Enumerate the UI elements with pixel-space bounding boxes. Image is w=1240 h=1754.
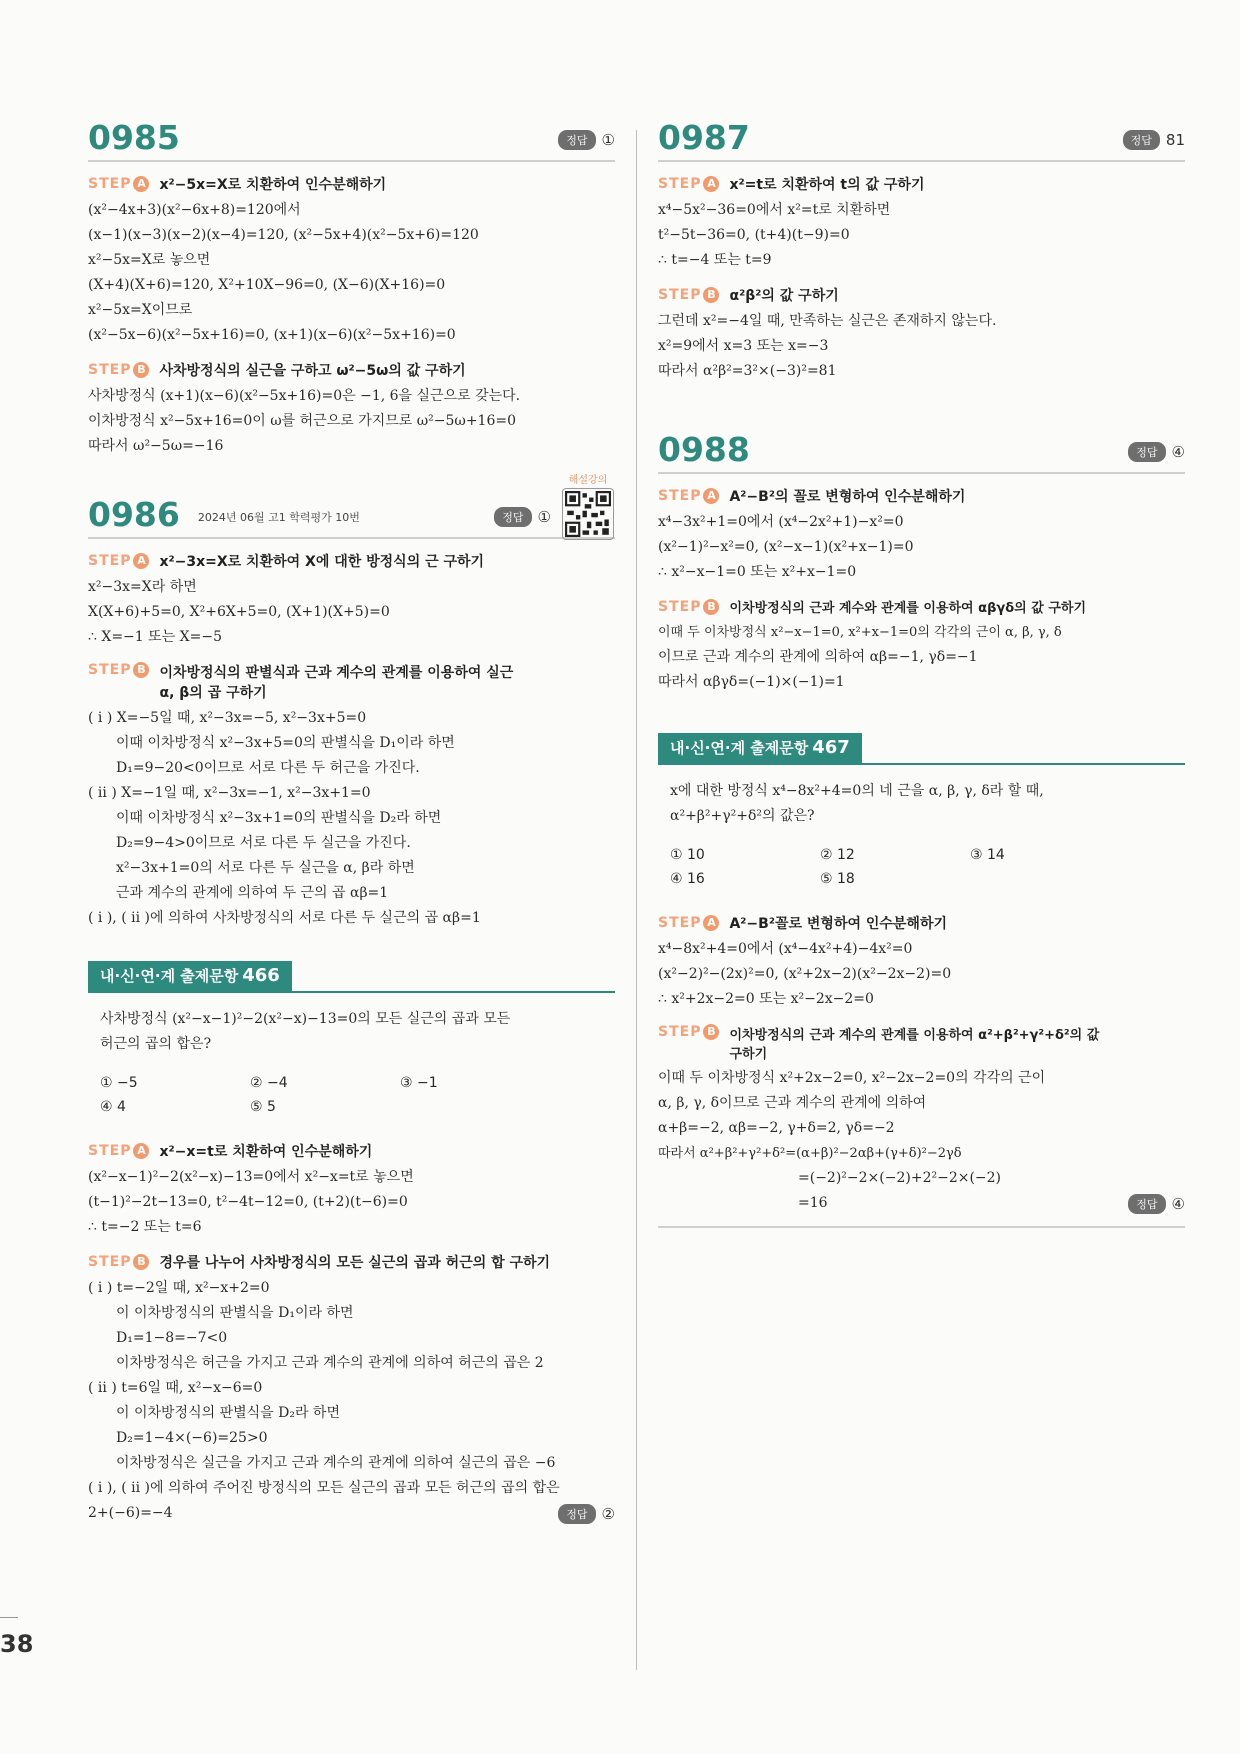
case-line: 이 이차방정식의 판별식을 D₂라 하면 bbox=[116, 1405, 340, 1421]
step-letter: A bbox=[133, 176, 149, 192]
question-line: 사차방정식 (x²−x−1)²−2(x²−x)−13=0의 모든 실근의 곱과 모든 bbox=[100, 1011, 511, 1027]
step-title: x²−x=t로 치환하여 인수분해하기 bbox=[159, 1144, 373, 1160]
step-title: 경우를 나누어 사차방정식의 모든 실근의 곱과 허근의 합 구하기 bbox=[159, 1255, 551, 1271]
step-b-header bbox=[658, 285, 1185, 305]
connected-problem-466 bbox=[88, 961, 615, 1526]
solution-line: x²=9에서 x=3 또는 x=−3 bbox=[658, 338, 829, 354]
problem-number: 0986 bbox=[88, 495, 180, 534]
solution-line: 따라서 ω²−5ω=−16 bbox=[88, 438, 224, 454]
step-a-header bbox=[658, 174, 1185, 194]
conclusion-line: ( i ), ( ii )에 의하여 사차방정식의 서로 다른 두 실근의 곱 αβ=1 bbox=[88, 910, 481, 926]
connected-problem-label bbox=[88, 961, 292, 991]
step-letter: A bbox=[703, 915, 719, 931]
problem-header bbox=[658, 120, 1185, 162]
choice-4[interactable]: ④ 16 bbox=[670, 871, 705, 887]
connected-problem-banner bbox=[658, 733, 1185, 765]
step-b-header bbox=[658, 1024, 1185, 1062]
solution-line: (x²−2)²−(2x)²=0, (x²+2x−2)(x²−2x−2)=0 bbox=[658, 966, 952, 982]
answer-value: ④ bbox=[1171, 443, 1185, 461]
problem-header bbox=[88, 120, 615, 162]
question-line: x에 대한 방정식 x⁴−8x²+4=0의 네 근을 α, β, γ, δ라 할 때, bbox=[670, 783, 1044, 799]
solution-line: (x²−4x+3)(x²−6x+8)=120에서 bbox=[88, 202, 301, 218]
solution-line: x⁴−8x²+4=0에서 (x⁴−4x²+4)−4x²=0 bbox=[658, 941, 913, 957]
qr-label: 해설강의 bbox=[568, 475, 608, 486]
step-a-header bbox=[88, 174, 615, 194]
solution-line: ∴ t=−4 또는 t=9 bbox=[658, 252, 772, 268]
answer-value: ① bbox=[537, 508, 551, 526]
step-b-header bbox=[88, 662, 615, 702]
step-title: x²=t로 치환하여 t의 값 구하기 bbox=[729, 177, 925, 193]
step-title-line: 구하기 bbox=[729, 1047, 768, 1062]
choice-4[interactable]: ④ 4 bbox=[100, 1099, 126, 1115]
step-title: x²−5x=X로 치환하여 인수분해하기 bbox=[159, 177, 387, 193]
solution-line: ∴ t=−2 또는 t=6 bbox=[88, 1219, 202, 1235]
qr-code-icon[interactable] bbox=[562, 488, 614, 540]
answer-indicator bbox=[1128, 1194, 1185, 1214]
step-letter: B bbox=[703, 287, 719, 303]
right-column bbox=[658, 120, 1185, 1228]
solution-line: 이때 두 이차방정식 x²+2x−2=0, x²−2x−2=0의 각각의 근이 bbox=[658, 1070, 1046, 1086]
connected-problem-467 bbox=[658, 733, 1185, 1228]
problem-source: 2024년 06월 고1 학력평가 10번 bbox=[197, 511, 360, 524]
step-title-line: 이차방정식의 근과 계수의 관계를 이용하여 α²+β²+γ²+δ²의 값 bbox=[729, 1028, 1100, 1043]
question-line: α²+β²+γ²+δ²의 값은? bbox=[670, 808, 815, 824]
step-letter: A bbox=[703, 488, 719, 504]
case-line: 근과 계수의 관계에 의하여 두 근의 곱 αβ=1 bbox=[116, 885, 389, 901]
solution-line: x²−5x=X로 놓으면 bbox=[88, 252, 211, 268]
solution-line: x²−5x=X이므로 bbox=[88, 302, 193, 318]
answer-badge: 정답 bbox=[558, 1504, 595, 1524]
solution-line: ∴ x²+2x−2=0 또는 x²−2x−2=0 bbox=[658, 991, 874, 1007]
problem-0988 bbox=[658, 432, 1185, 695]
case-line: D₁=9−20<0이므로 서로 다른 두 허근을 가진다. bbox=[116, 760, 420, 776]
solution-line: (x²−5x−6)(x²−5x+16)=0, (x+1)(x−6)(x²−5x+16)=0 bbox=[88, 327, 456, 343]
answer-badge: 정답 bbox=[1128, 1194, 1165, 1214]
answer-value: ④ bbox=[1171, 1194, 1185, 1213]
solution-line: ∴ X=−1 또는 X=−5 bbox=[88, 629, 222, 645]
problem-header bbox=[88, 475, 615, 539]
step-letter: B bbox=[703, 1024, 719, 1040]
choice-5[interactable]: ⑤ 5 bbox=[250, 1099, 276, 1115]
step-tag: STEP bbox=[658, 1024, 702, 1040]
step-b-header bbox=[88, 360, 615, 380]
answer-badge: 정답 bbox=[494, 507, 531, 527]
solution-line: 이므로 근과 계수의 관계에 의하여 αβ=−1, γδ=−1 bbox=[658, 649, 978, 665]
step-tag: STEP bbox=[88, 1143, 132, 1159]
solution-line: 이때 두 이차방정식 x²−x−1=0, x²+x−1=0의 각각의 근이 α, β, γ, δ bbox=[658, 625, 1062, 640]
column-divider bbox=[636, 130, 637, 1670]
step-letter: B bbox=[133, 1254, 149, 1270]
problem-0985 bbox=[88, 120, 615, 459]
choice-3[interactable]: ③ −1 bbox=[400, 1075, 438, 1091]
answer-indicator bbox=[1123, 130, 1185, 150]
solution-line: 따라서 α²+β²+γ²+δ²=(α+β)²−2αβ+(γ+δ)²−2γδ bbox=[658, 1146, 962, 1161]
step-title: A²−B²꼴로 변형하여 인수분해하기 bbox=[729, 916, 948, 932]
choice-2[interactable]: ② 12 bbox=[820, 847, 855, 863]
choices bbox=[658, 843, 1185, 891]
step-title: 이차방정식의 근과 계수와 관계를 이용하여 αβγδ의 값 구하기 bbox=[729, 601, 1087, 616]
step-letter: B bbox=[703, 599, 719, 615]
solution-line: 이차방정식 x²−5x+16=0이 ω를 허근으로 가지므로 ω²−5ω+16=0 bbox=[88, 413, 517, 429]
step-title: 사차방정식의 실근을 구하고 ω²−5ω의 값 구하기 bbox=[159, 363, 466, 379]
answer-value: 81 bbox=[1165, 131, 1185, 149]
answer-value: ① bbox=[601, 131, 615, 149]
choices bbox=[88, 1071, 615, 1119]
problem-number: 0985 bbox=[88, 118, 180, 157]
step-a-header bbox=[658, 913, 1185, 933]
page-number: 38 bbox=[0, 1630, 34, 1658]
step-letter: A bbox=[133, 553, 149, 569]
solution-line: (X+4)(X+6)=120, X²+10X−96=0, (X−6)(X+16)=0 bbox=[88, 277, 446, 293]
step-tag: STEP bbox=[88, 362, 132, 378]
section-end-rule bbox=[658, 1226, 1185, 1228]
step-tag: STEP bbox=[88, 1254, 132, 1270]
case-line: D₁=1−8=−7<0 bbox=[116, 1330, 228, 1346]
step-letter: B bbox=[133, 362, 149, 378]
step-tag: STEP bbox=[658, 176, 702, 192]
step-b-header bbox=[658, 597, 1185, 616]
solution-line: t²−5t−36=0, (t+4)(t−9)=0 bbox=[658, 227, 850, 243]
step-title bbox=[729, 1024, 1099, 1062]
case-line: D₂=1−4×(−6)=25>0 bbox=[116, 1430, 268, 1446]
case-line: x²−3x+1=0의 서로 다른 두 실근을 α, β라 하면 bbox=[116, 860, 415, 876]
step-title: x²−3x=X로 치환하여 X에 대한 방정식의 근 구하기 bbox=[159, 554, 485, 570]
solution-line: x²−3x=X라 하면 bbox=[88, 579, 197, 595]
answer-indicator bbox=[494, 507, 551, 527]
step-letter: A bbox=[703, 176, 719, 192]
case-line: ( ii ) t=6일 때, x²−x−6=0 bbox=[88, 1380, 263, 1396]
solution-line: (x²−x−1)²−2(x²−x)−13=0에서 x²−x=t로 놓으면 bbox=[88, 1169, 414, 1185]
choice-1[interactable]: ① −5 bbox=[100, 1075, 138, 1091]
case-line: ( i ) t=−2일 때, x²−x+2=0 bbox=[88, 1280, 270, 1296]
solution-line: =(−2)²−2×(−2)+2²−2×(−2) bbox=[798, 1170, 1002, 1186]
solution-line: 따라서 αβγδ=(−1)×(−1)=1 bbox=[658, 674, 845, 690]
problem-number: 0988 bbox=[658, 430, 750, 469]
problem-0987 bbox=[658, 120, 1185, 384]
step-title-line: α, β의 곱 구하기 bbox=[159, 685, 267, 701]
step-tag: STEP bbox=[88, 662, 132, 678]
question bbox=[658, 765, 1185, 833]
problem-header bbox=[658, 432, 1185, 474]
solution-line: =16 bbox=[798, 1195, 828, 1211]
conclusion-line: 2+(−6)=−4 bbox=[88, 1505, 173, 1521]
problem-0986 bbox=[88, 475, 615, 931]
answer-indicator bbox=[1128, 442, 1185, 462]
connected-problem-banner bbox=[88, 961, 615, 993]
step-tag: STEP bbox=[88, 553, 132, 569]
choice-2[interactable]: ② −4 bbox=[250, 1075, 288, 1091]
answer-badge: 정답 bbox=[1128, 442, 1165, 462]
step-letter: B bbox=[133, 662, 149, 678]
solution-line: ∴ x²−x−1=0 또는 x²+x−1=0 bbox=[658, 564, 857, 580]
case-line: D₂=9−4>0이므로 서로 다른 두 실근을 가진다. bbox=[116, 835, 411, 851]
banner-number: 466 bbox=[242, 965, 280, 986]
connected-problem-label bbox=[658, 733, 862, 763]
solution-line: x⁴−5x²−36=0에서 x²=t로 치환하면 bbox=[658, 202, 891, 218]
solution-line: (x−1)(x−3)(x−2)(x−4)=120, (x²−5x+4)(x²−5x+6)=120 bbox=[88, 227, 479, 243]
case-line: 이 이차방정식의 판별식을 D₁이라 하면 bbox=[116, 1305, 354, 1321]
solution-line: 사차방정식 (x+1)(x−6)(x²−5x+16)=0은 −1, 6을 실근으로 갖는다. bbox=[88, 388, 521, 404]
step-tag: STEP bbox=[658, 287, 702, 303]
case-line: 이차방정식은 허근을 가지고 근과 계수의 관계에 의하여 허근의 곱은 2 bbox=[116, 1355, 544, 1371]
solution-line: x⁴−3x²+1=0에서 (x⁴−2x²+1)−x²=0 bbox=[658, 514, 904, 530]
answer-badge: 정답 bbox=[558, 130, 595, 150]
step-title: A²−B²의 꼴로 변형하여 인수분해하기 bbox=[729, 489, 966, 505]
answer-indicator bbox=[558, 130, 615, 150]
choice-3[interactable]: ③ 14 bbox=[970, 847, 1005, 863]
step-tag: STEP bbox=[658, 598, 702, 615]
lecture-qr[interactable] bbox=[561, 471, 615, 540]
step-letter: A bbox=[133, 1143, 149, 1159]
case-line: ( i ) X=−5일 때, x²−3x=−5, x²−3x+5=0 bbox=[88, 710, 367, 726]
page-edge-rule bbox=[0, 1617, 18, 1618]
case-line: ( ii ) X=−1일 때, x²−3x=−1, x²−3x+1=0 bbox=[88, 785, 371, 801]
step-a-header bbox=[88, 551, 615, 571]
answer-badge: 정답 bbox=[1123, 130, 1160, 150]
answer-value: ② bbox=[601, 1504, 615, 1523]
banner-text: 내·신·연·계 출제문항 bbox=[100, 967, 239, 985]
case-line: 이차방정식은 실근을 가지고 근과 계수의 관계에 의하여 실근의 곱은 −6 bbox=[116, 1455, 556, 1471]
step-a-header bbox=[658, 486, 1185, 506]
case-line: 이때 이차방정식 x²−3x+1=0의 판별식을 D₂라 하면 bbox=[116, 810, 442, 826]
solution-line: α, β, γ, δ이므로 근과 계수의 관계에 의하여 bbox=[658, 1095, 927, 1111]
step-b-header bbox=[88, 1252, 615, 1272]
step-tag: STEP bbox=[658, 488, 702, 504]
banner-number: 467 bbox=[812, 737, 850, 758]
step-tag: STEP bbox=[658, 915, 702, 931]
answer-indicator bbox=[558, 1504, 615, 1524]
step-title: α²β²의 값 구하기 bbox=[729, 288, 839, 304]
choice-5[interactable]: ⑤ 18 bbox=[820, 871, 855, 887]
solution-line: (t−1)²−2t−13=0, t²−4t−12=0, (t+2)(t−6)=0 bbox=[88, 1194, 408, 1210]
solution-line: α+β=−2, αβ=−2, γ+δ=2, γδ=−2 bbox=[658, 1120, 895, 1136]
problem-number: 0987 bbox=[658, 118, 750, 157]
step-title bbox=[159, 662, 513, 702]
left-column bbox=[88, 120, 615, 1526]
step-a-header bbox=[88, 1141, 615, 1161]
case-line: 이때 이차방정식 x²−3x+5=0의 판별식을 D₁이라 하면 bbox=[116, 735, 455, 751]
solution-line: 그런데 x²=−4일 때, 만족하는 실근은 존재하지 않는다. bbox=[658, 313, 997, 329]
question bbox=[88, 993, 615, 1061]
step-tag: STEP bbox=[88, 176, 132, 192]
conclusion-line: ( i ), ( ii )에 의하여 주어진 방정식의 모든 실근의 곱과 모든 허근의 곱의 합은 bbox=[88, 1480, 560, 1496]
solution-line: X(X+6)+5=0, X²+6X+5=0, (X+1)(X+5)=0 bbox=[88, 604, 390, 620]
banner-text: 내·신·연·계 출제문항 bbox=[670, 739, 809, 757]
step-title-line: 이차방정식의 판별식과 근과 계수의 관계를 이용하여 실근 bbox=[159, 665, 514, 681]
question-line: 허근의 곱의 합은? bbox=[100, 1036, 212, 1052]
solution-line: (x²−1)²−x²=0, (x²−x−1)(x²+x−1)=0 bbox=[658, 539, 914, 555]
choice-1[interactable]: ① 10 bbox=[670, 847, 705, 863]
solution-line: 따라서 α²β²=3²×(−3)²=81 bbox=[658, 363, 837, 379]
